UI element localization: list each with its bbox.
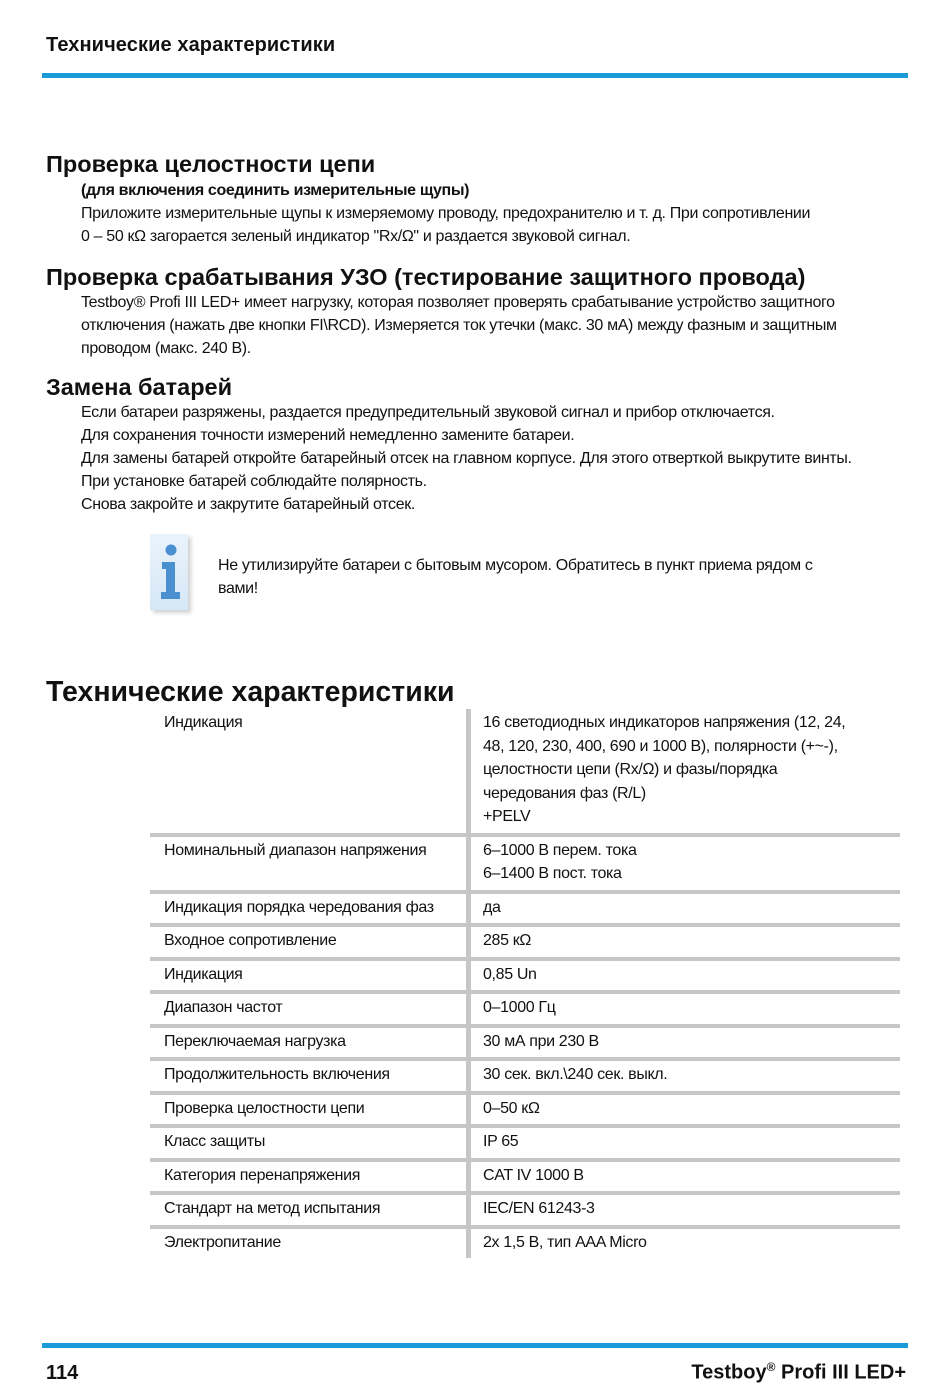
table-row	[150, 1229, 900, 1259]
paragraph-line: Если батареи разряжены, раздается предупредительный звуковой сигнал и прибор отключается.	[81, 404, 775, 421]
info-icon	[150, 534, 188, 610]
spec-key: Номинальный диапазон напряжения	[164, 841, 427, 859]
spec-value	[469, 927, 901, 957]
specs-table	[150, 709, 900, 1258]
table-row	[150, 1061, 900, 1091]
brand-name: Testboy	[691, 1361, 767, 1384]
table-row	[150, 894, 900, 924]
paragraph-line: Для замены батарей откройте батарейный отсек на главном корпусе. Для этого отверткой выкрутите винты.	[81, 450, 852, 467]
table-row	[150, 961, 900, 991]
spec-value	[469, 1128, 901, 1158]
spec-value	[469, 709, 901, 833]
spec-value-line: 2x 1,5 В, тип AAA Micro	[483, 1233, 647, 1251]
spec-value-line: 0–50 кΩ	[483, 1099, 540, 1117]
spec-key: Стандарт на метод испытания	[164, 1200, 381, 1217]
spec-value	[469, 1162, 901, 1192]
table-row	[150, 709, 900, 833]
section-title: Проверка срабатывания УЗО (тестирование защитного провода)	[46, 264, 806, 290]
spec-value	[469, 994, 901, 1024]
spec-key: Электропитание	[164, 1233, 281, 1251]
table-row	[150, 994, 900, 1024]
spec-value-line: IP 65	[483, 1133, 519, 1150]
section-continuity	[46, 150, 906, 248]
spec-value-line: 0–1000 Гц	[483, 999, 556, 1016]
section-battery	[46, 373, 906, 516]
spec-value-line: 48, 120, 230, 400, 690 и 1000 В), полярности (+~-),	[483, 737, 838, 755]
spec-value	[469, 1028, 901, 1058]
table-row	[150, 837, 900, 890]
spec-key: Переключаемая нагрузка	[164, 1032, 346, 1050]
spec-value-line: 285 кΩ	[483, 932, 532, 949]
spec-value-line: 0,85 Un	[483, 965, 537, 983]
spec-key: Проверка целостности цепи	[164, 1099, 365, 1117]
paragraph-line: Снова закройте и закрутите батарейный отсек.	[81, 496, 415, 513]
spec-value	[469, 1061, 901, 1091]
footer-rule	[42, 1343, 908, 1348]
page-header-title: Технические характеристики	[46, 34, 336, 56]
note-line: Не утилизируйте батареи с бытовым мусором. Обратитесь в пункт приема рядом с	[218, 557, 813, 574]
spec-key: Диапазон частот	[164, 999, 283, 1016]
table-row	[150, 1095, 900, 1125]
spec-value-line: CAT IV 1000 В	[483, 1166, 584, 1184]
tech-specs-title: Технические характеристики	[46, 676, 455, 708]
spec-value-line: 30 мА при 230 В	[483, 1032, 599, 1050]
section-title: Замена батарей	[46, 374, 233, 400]
section-subtitle: (для включения соединить измерительные щупы)	[81, 182, 470, 199]
paragraph-line: Приложите измерительные щупы к измеряемому проводу, предохранителю и т. д. При сопротивлении	[81, 205, 811, 222]
paragraph-line: При установке батарей соблюдайте полярность.	[81, 473, 427, 490]
spec-value-line: +PELV	[483, 808, 531, 825]
spec-value	[469, 894, 901, 924]
spec-value	[469, 837, 901, 890]
spec-value	[469, 961, 901, 991]
spec-key: Индикация	[164, 965, 243, 983]
section-title: Проверка целостности цепи	[46, 151, 376, 177]
paragraph-line: отключения (нажать две кнопки FI\RCD). Измеряется ток утечки (макс. 30 мА) между фазным и защитным	[81, 317, 837, 334]
spec-value-line: 6–1000 В перем. тока	[483, 841, 637, 859]
spec-key: Продолжительность включения	[164, 1066, 390, 1083]
table-row	[150, 1028, 900, 1058]
registered-mark: ®	[766, 1360, 776, 1374]
spec-value-line: IEC/EN 61243-3	[483, 1200, 595, 1217]
spec-key: Категория перенапряжения	[164, 1166, 361, 1184]
info-note	[150, 534, 890, 614]
spec-key: Класс защиты	[164, 1133, 265, 1150]
section-rcd	[46, 263, 906, 360]
paragraph-line: Для сохранения точности измерений немедленно замените батареи.	[81, 427, 575, 444]
spec-value-line: 6–1400 В пост. тока	[483, 865, 622, 882]
spec-key: Входное сопротивление	[164, 932, 337, 949]
spec-value	[469, 1229, 901, 1259]
table-row	[150, 1195, 900, 1225]
spec-key: Индикация порядка чередования фаз	[164, 898, 434, 916]
paragraph-line: Testboy® Profi III LED+ имеет нагрузку, которая позволяет проверять срабатывание устройство защитного	[81, 294, 835, 311]
spec-value	[469, 1195, 901, 1225]
spec-value-line: чередования фаз (R/L)	[483, 784, 646, 802]
spec-value	[469, 1095, 901, 1125]
paragraph-line: 0 – 50 кΩ загорается зеленый индикатор "Rx/Ω" и раздается звуковой сигнал.	[81, 228, 631, 245]
paragraph-line: проводом (макс. 240 В).	[81, 340, 251, 357]
spec-value-line: да	[483, 898, 501, 916]
model-name: Profi III LED+	[775, 1361, 906, 1384]
note-line: вами!	[218, 580, 258, 597]
page-number: 114	[46, 1362, 79, 1384]
spec-value-line: целостности цепи (Rx/Ω) и фазы/порядка	[483, 761, 778, 778]
product-name	[691, 1360, 906, 1385]
spec-value-line: 30 сек. вкл.\240 сек. выкл.	[483, 1066, 668, 1083]
table-row	[150, 927, 900, 957]
table-row	[150, 1128, 900, 1158]
spec-key: Индикация	[164, 714, 243, 731]
spec-value-line: 16 светодиодных индикаторов напряжения (12, 24,	[483, 714, 846, 731]
header-rule	[42, 73, 908, 78]
table-row	[150, 1162, 900, 1192]
